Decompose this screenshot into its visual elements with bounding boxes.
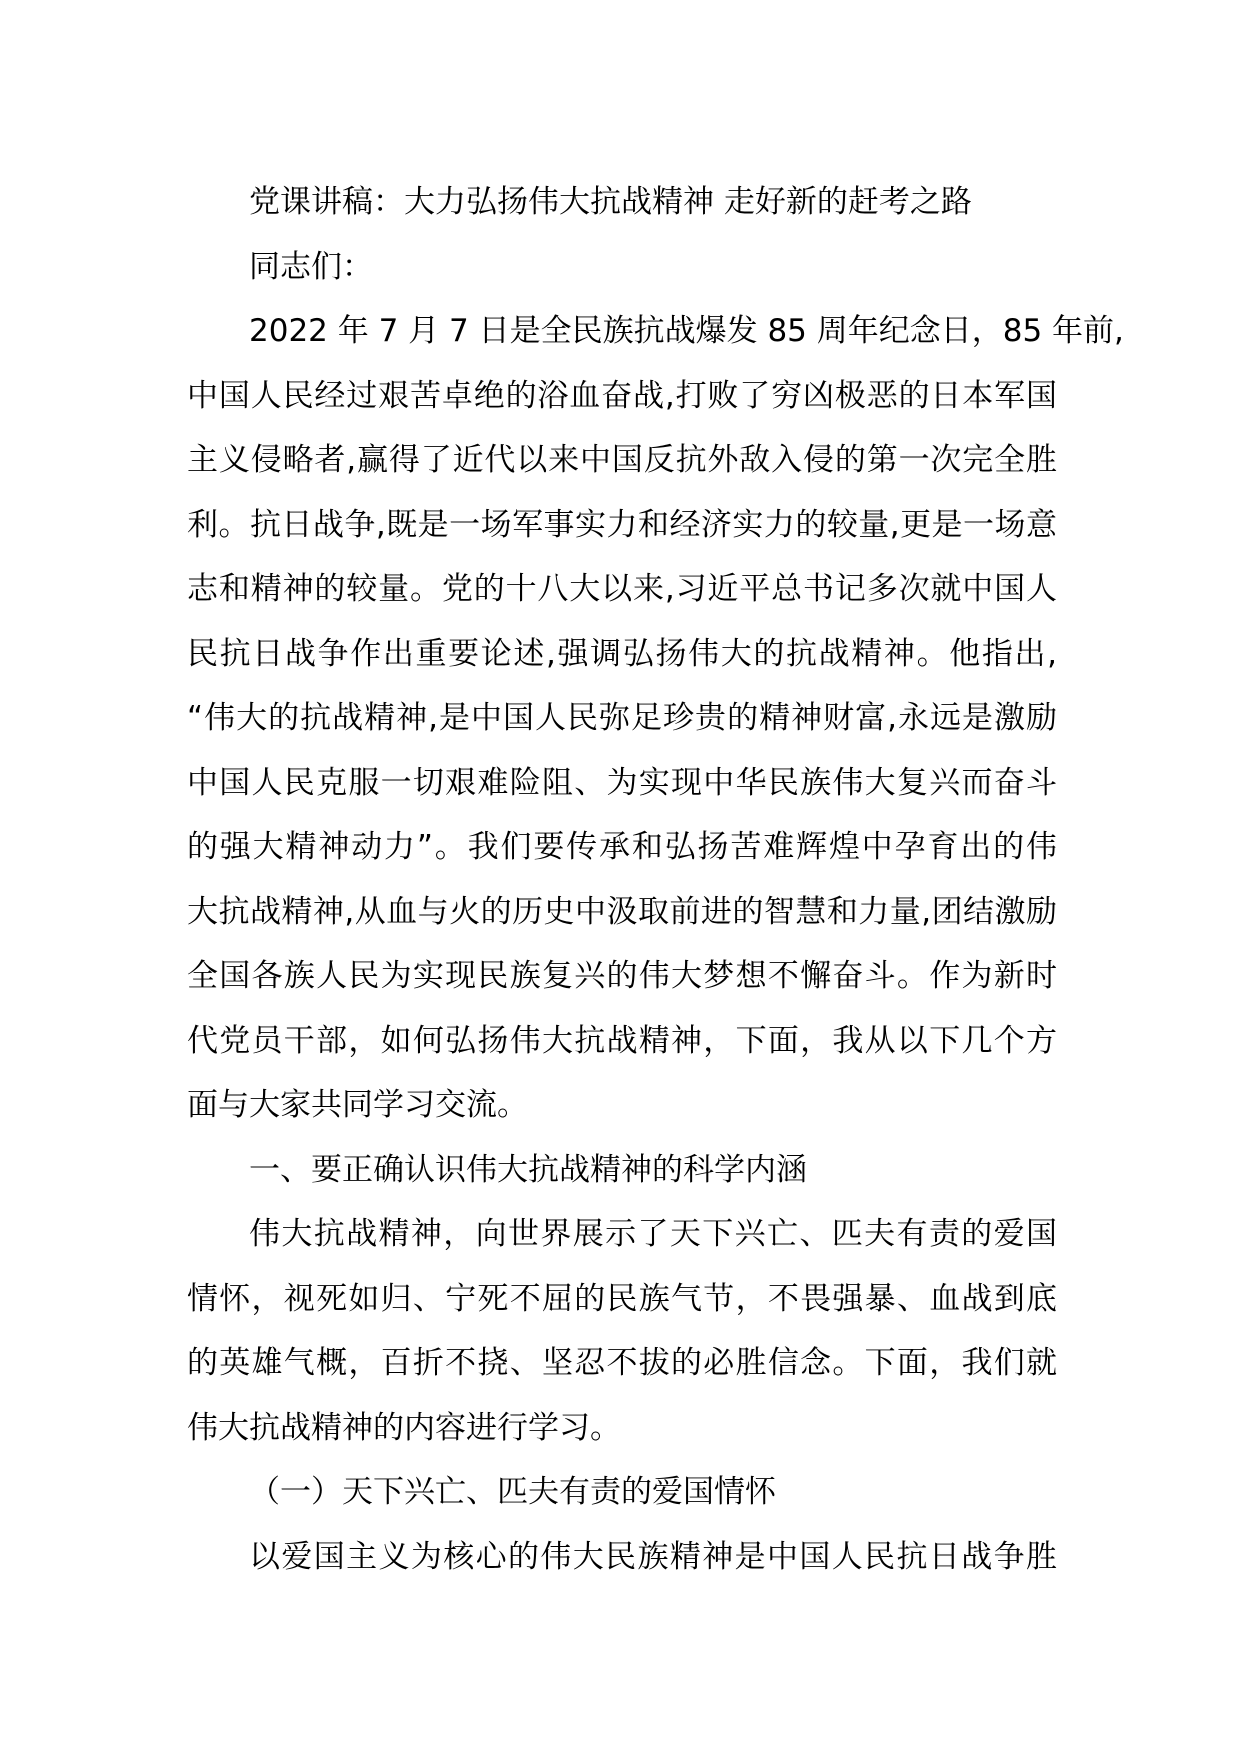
paragraph-line: 志和精神的较量。党的十八大以来,习近平总书记多次就中国人 bbox=[187, 571, 1057, 607]
paragraph-line: 以爱国主义为核心的伟大民族精神是中国人民抗日战争胜 bbox=[249, 1538, 1057, 1575]
document-page bbox=[187, 170, 1124, 1589]
paragraph-line: 伟大抗战精神，向世界展示了天下兴亡、匹夫有责的爱国 bbox=[249, 1216, 1057, 1252]
paragraph-line: 面与大家共同学习交流。 bbox=[187, 1087, 528, 1123]
paragraph-1 bbox=[187, 299, 1124, 1138]
salutation: 同志们： bbox=[249, 248, 373, 285]
paragraph-line: “伟大的抗战精神,是中国人民弥足珍贵的精神财富,永远是激励 bbox=[187, 700, 1057, 736]
paragraph-line: 代党员干部，如何弘扬伟大抗战精神，下面，我从以下几个方 bbox=[187, 1022, 1057, 1059]
paragraph-line: 情怀，视死如归、宁死不屈的民族气节，不畏强暴、血战到底 bbox=[187, 1280, 1057, 1317]
paragraph-3 bbox=[187, 1525, 1057, 1590]
subsection-heading-1: （一）天下兴亡、匹夫有责的爱国情怀 bbox=[249, 1474, 776, 1510]
paragraph-line: 2022 年 7 月 7 日是全民族抗战爆发 85 周年纪念日，85 年前, bbox=[249, 313, 1124, 349]
document-title: 党课讲稿：大力弘扬伟大抗战精神 走好新的赶考之路 bbox=[249, 184, 972, 220]
paragraph-line: 中国人民经过艰苦卓绝的浴血奋战,打败了穷凶极恶的日本军国 bbox=[187, 377, 1057, 414]
paragraph-line: 伟大抗战精神的内容进行学习。 bbox=[187, 1409, 621, 1446]
paragraph-line: 中国人民克服一切艰难险阻、为实现中华民族伟大复兴而奋斗 bbox=[187, 764, 1057, 801]
paragraph-line: 的强大精神动力”。我们要传承和弘扬苦难辉煌中孕育出的伟 bbox=[187, 829, 1057, 865]
paragraph-line: 利。抗日战争,既是一场军事实力和经济实力的较量,更是一场意 bbox=[187, 506, 1057, 543]
paragraph-line: 的英雄气概，百折不挠、坚忍不拔的必胜信念。下面，我们就 bbox=[187, 1345, 1057, 1381]
paragraph-line: 主义侵略者,赢得了近代以来中国反抗外敌入侵的第一次完全胜 bbox=[187, 442, 1057, 478]
paragraph-line: 民抗日战争作出重要论述,强调弘扬伟大的抗战精神。他指出, bbox=[187, 635, 1057, 672]
section-heading-1: 一、要正确认识伟大抗战精神的科学内涵 bbox=[249, 1151, 807, 1188]
paragraph-line: 大抗战精神,从血与火的历史中汲取前进的智慧和力量,团结激励 bbox=[187, 893, 1057, 930]
paragraph-line: 全国各族人民为实现民族复兴的伟大梦想不懈奋斗。作为新时 bbox=[187, 958, 1057, 994]
paragraph-2 bbox=[187, 1202, 1057, 1460]
